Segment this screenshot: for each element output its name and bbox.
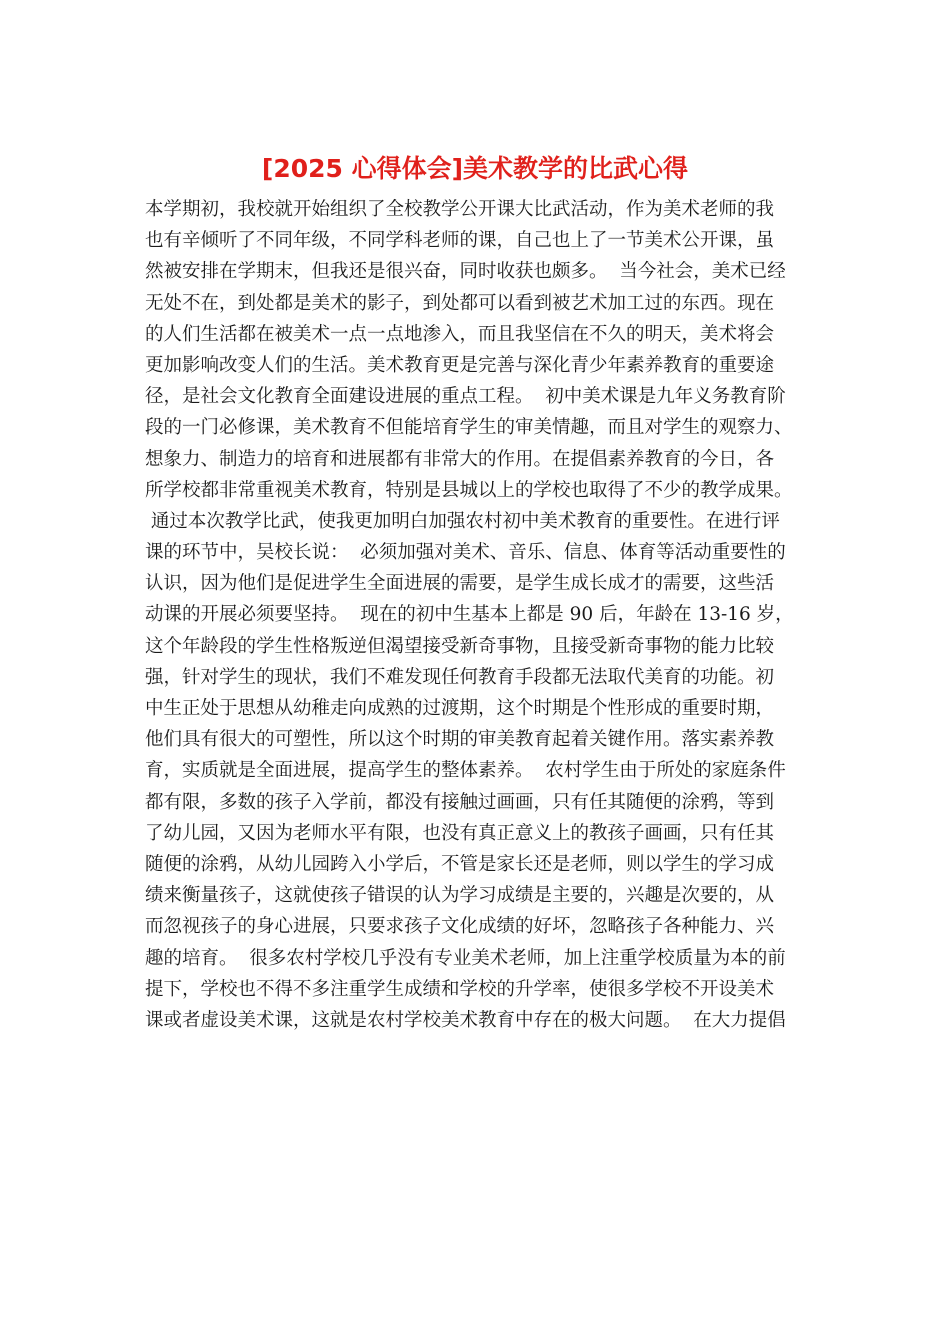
body-line: 然被安排在学期末，但我还是很兴奋，同时收获也颇多。 当今社会，美术已经 xyxy=(145,261,786,283)
body-line: 动课的开展必须要坚持。 现在的初中生基本上都是 90 后，年龄在 13-16 岁， xyxy=(145,604,794,626)
body-line: 他们具有很大的可塑性，所以这个时期的审美教育起着关键作用。落实素养教 xyxy=(145,729,775,751)
body-line: 课或者虚设美术课，这就是农村学校美术教育中存在的极大问题。 在大力提倡 xyxy=(145,1009,786,1031)
body-line: 段的一门必修课，美术教育不但能培育学生的审美情趣，而且对学生的观察力、 xyxy=(145,417,793,439)
body-line: 本学期初，我校就开始组织了全校教学公开课大比武活动，作为美术老师的我 xyxy=(145,199,775,220)
body-line: 径，是社会文化教育全面建设进展的重点工程。 初中美术课是九年义务教育阶 xyxy=(145,386,786,408)
body-line: 育，实质就是全面进展，提高学生的整体素养。 农村学生由于所处的家庭条件 xyxy=(145,760,786,782)
body-line: 也有辛倾听了不同年级，不同学科老师的课，自己也上了一节美术公开课，虽 xyxy=(145,230,775,252)
body-line: 认识，因为他们是促进学生全面进展的需要，是学生成长成才的需要，这些活 xyxy=(145,573,775,595)
body-line: 的人们生活都在被美术一点一点地渗入，而且我坚信在不久的明天，美术将会 xyxy=(145,323,775,345)
body-line: 都有限，多数的孩子入学前，都没有接触过画画，只有任其随便的涂鸦，等到 xyxy=(145,791,775,813)
body-line: 通过本次教学比武，使我更加明白加强农村初中美术教育的重要性。在进行评 xyxy=(145,510,780,532)
body-line: 课的环节中，吴校长说： 必须加强对美术、音乐、信息、体育等活动重要性的 xyxy=(145,542,786,564)
body-line: 这个年龄段的学生性格叛逆但渴望接受新奇事物，且接受新奇事物的能力比较 xyxy=(145,635,775,657)
body-line: 了幼儿园，又因为老师水平有限，也没有真正意义上的教孩子画画，只有任其 xyxy=(145,822,775,844)
body-line: 中生正处于思想从幼稚走向成熟的过渡期，这个时期是个性形成的重要时期， xyxy=(145,698,775,719)
body-line: 随便的涂鸦，从幼儿园跨入小学后，不管是家长还是老师，则以学生的学习成 xyxy=(145,853,775,875)
body-line: 想象力、制造力的培育和进展都有非常大的作用。在提倡素养教育的今日，各 xyxy=(145,448,775,470)
body-line: 趣的培育。 很多农村学校几乎没有专业美术老师，加上注重学校质量为本的前 xyxy=(145,947,786,969)
body-line: 绩来衡量孩子，这就使孩子错误的认为学习成绩是主要的，兴趣是次要的，从 xyxy=(145,885,775,907)
body-line: 更加影响改变人们的生活。美术教育更是完善与深化青少年素养教育的重要途 xyxy=(145,354,775,376)
body-line: 而忽视孩子的身心进展，只要求孩子文化成绩的好坏，忽略孩子各种能力、兴 xyxy=(145,916,775,938)
document-body xyxy=(145,194,810,1036)
body-line: 提下，学校也不得不多注重学生成绩和学校的升学率，使很多学校不开设美术 xyxy=(145,978,775,1000)
body-line: 强，针对学生的现状，我们不难发现任何教育手段都无法取代美育的功能。初 xyxy=(145,666,775,688)
document-title: [2025 心得体会]美术教学的比武心得 xyxy=(261,154,689,183)
body-line: 所学校都非常重视美术教育，特别是县城以上的学校也取得了不少的教学成果。 xyxy=(145,479,793,501)
body-line: 无处不在，到处都是美术的影子，到处都可以看到被艺术加工过的东西。现在 xyxy=(145,292,775,314)
